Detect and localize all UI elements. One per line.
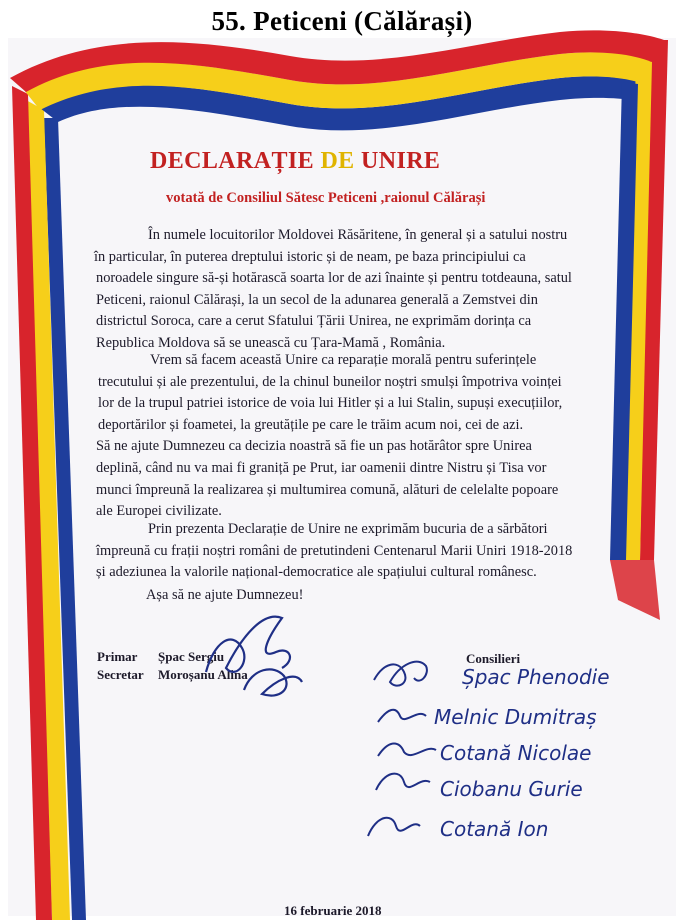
title-word-unire: UNIRE bbox=[360, 148, 441, 174]
paragraph-line: districtul Soroca, care a cerut Sfatului Țării Unirea, ne exprimăm dorința ca bbox=[96, 313, 532, 330]
handwritten-name: Șpac Phenodie bbox=[462, 665, 610, 689]
paragraph-line: munci împreună la realizarea și multumirea comună, alături de celelalte popoare bbox=[96, 481, 559, 498]
councillor-signature-4 bbox=[376, 774, 430, 790]
paragraph-line: împreună cu frații noștri români de pretutindeni Centenarul Marii Uniri 1918-2018 bbox=[96, 542, 573, 559]
handwritten-name: Cotană Nicolae bbox=[440, 741, 592, 765]
handwritten-name: Melnic Dumitraș bbox=[434, 705, 597, 729]
paragraph-line: În numele locuitorilor Moldovei Răsăritene, în general și a satului nostru bbox=[148, 227, 568, 243]
paragraph-line: lor de la trupul patriei istorice de voia lui Hitler și a lui Stalin, supuși execuțiilor, bbox=[98, 395, 563, 412]
primar-signature bbox=[206, 617, 290, 672]
paragraph-line: noroadele singure să-și hotărască soarta lor de azi înainte și pentru totdeauna, satul bbox=[96, 270, 572, 287]
secretar-signature bbox=[244, 669, 302, 695]
primar-name: Șpac Sergiu bbox=[158, 649, 225, 664]
primar-label: Primar bbox=[97, 649, 138, 664]
secretar-name: Moroșanu Alina bbox=[158, 667, 248, 682]
paragraph-line: Prin prezenta Declarație de Unire ne exprimăm bucuria de a sărbători bbox=[148, 521, 548, 537]
councillor-signature-2 bbox=[378, 710, 426, 722]
handwritten-name: Ciobanu Gurie bbox=[440, 777, 583, 801]
paragraph-line: Peticeni, raionul Călărași, la un secol de la adunarea generală a Zemstvei din bbox=[96, 291, 538, 308]
title-word-declaratie: DECLARAȚIE bbox=[150, 148, 315, 174]
councillor-signature-3 bbox=[378, 744, 436, 757]
title-word-de: DE bbox=[320, 148, 355, 174]
declaration-date: 16 februarie 2018 bbox=[284, 903, 382, 918]
councillor-signature-5 bbox=[368, 818, 420, 836]
councillor-signature-1 bbox=[374, 662, 427, 686]
paragraph-line: Republica Moldova să se unească cu Țara-Mamă , România. bbox=[96, 334, 446, 351]
paragraph-line: trecutului și ale prezentului, de la chinul buneilor noștri smulși împotriva voinței bbox=[98, 373, 562, 390]
handwritten-name: Cotană Ion bbox=[440, 817, 549, 841]
paragraph-line: Să ne ajute Dumnezeu ca decizia noastră să fie un pas hotărâtor spre Unirea bbox=[96, 438, 532, 455]
declaration-subtitle: votată de Consiliul Sătesc Peticeni ,raionul Călărași bbox=[166, 190, 486, 206]
secretar-label: Secretar bbox=[97, 667, 144, 682]
page-heading: 55. Peticeni (Călărași) bbox=[211, 6, 473, 36]
paragraph-line: ale Europei civilizate. bbox=[96, 503, 222, 520]
consilieri-label: Consilieri bbox=[466, 651, 521, 666]
paragraph-line: deplină, când nu va mai fi graniță pe Prut, iar oamenii dintre Nistru și Tisa vor bbox=[96, 459, 547, 476]
paragraph-line: Vrem să facem această Unire ca reparație morală pentru suferințele bbox=[150, 352, 537, 368]
closing-line: Așa să ne ajute Dumnezeu! bbox=[146, 587, 304, 603]
paragraph-line: în particular, în puterea dreptului istoric și de neam, pe baza principiului ca bbox=[94, 248, 526, 265]
paragraph-line: și adeziunea la valorile național-democratice ale spațiului cultural românesc. bbox=[96, 564, 537, 581]
paragraph-line: deportărilor și foametei, la greutățile pe care le trăim acum noi, cei de azi. bbox=[98, 416, 524, 433]
